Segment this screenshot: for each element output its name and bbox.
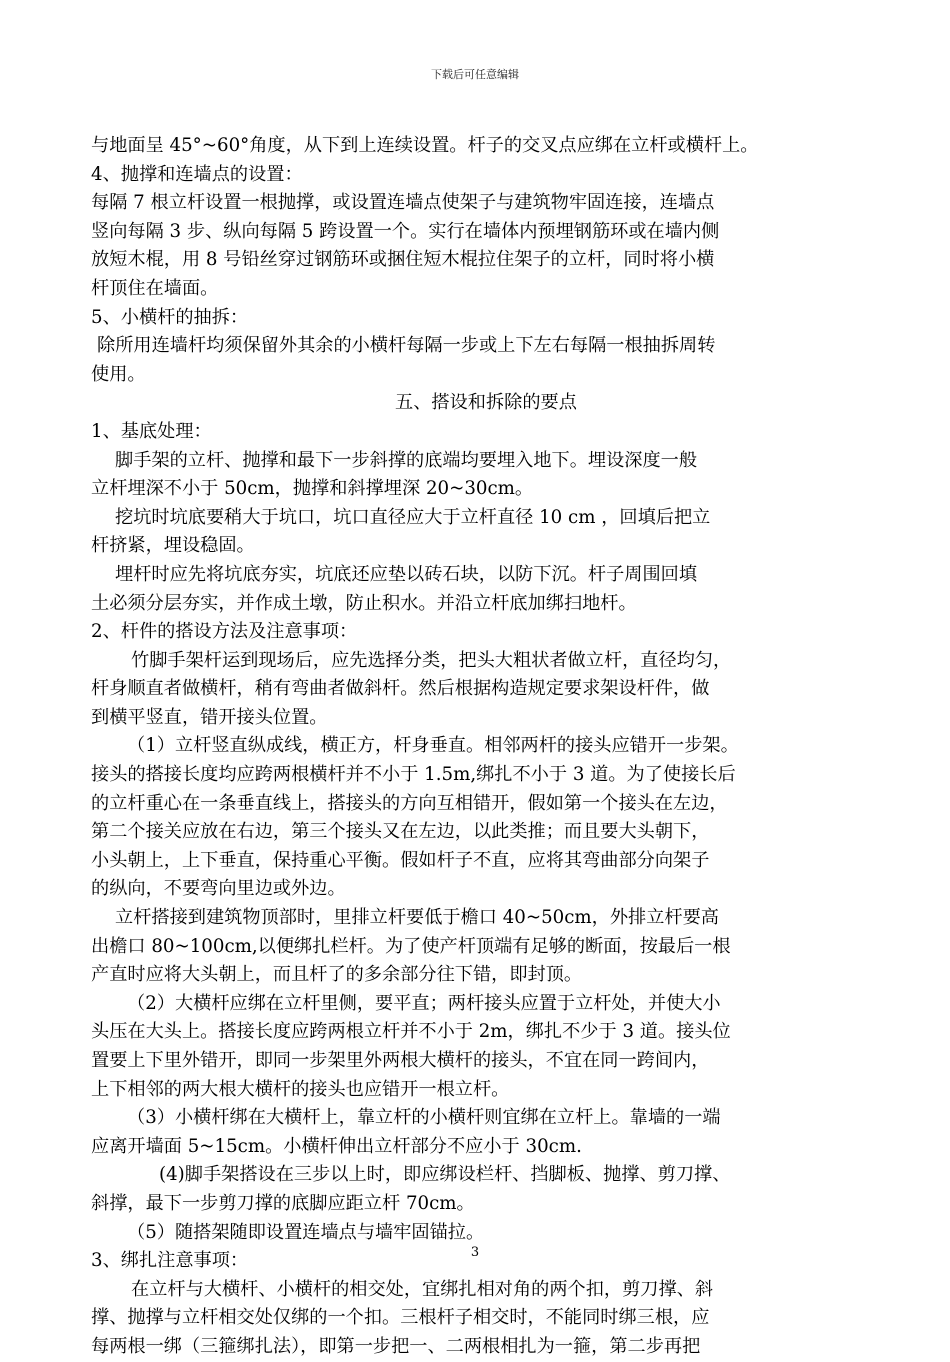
text-line: 立杆搭接到建筑物顶部时，里排立杆要低于檐口 40~50cm，外排立杆要高 xyxy=(115,907,719,929)
text-line: 在立杆与大横杆、小横杆的相交处，宜绑扎相对角的两个扣，剪刀撑、斜 xyxy=(131,1278,714,1300)
text-line: （3）小横杆绑在大横杆上，靠立杆的小横杆则宜绑在立杆上。靠墙的一端 xyxy=(127,1107,721,1129)
text-line: 立杆埋深不小于 50cm，抛撑和斜撑埋深 20~30cm。 xyxy=(91,478,534,500)
text-line: 撑、抛撑与立杆相交处仅绑的一个扣。三根杆子相交时，不能同时绑三根，应 xyxy=(91,1307,710,1329)
text-line: 放短木棍，用 8 号铅丝穿过钢筋环或捆住短木棍拉住架子的立杆，同时将小横 xyxy=(91,249,715,271)
text-line: 杆身顺直者做横杆，稍有弯曲者做斜杆。然后根据构造规定要求架设杆件，做 xyxy=(91,678,710,700)
text-line: 产直时应将大头朝上，而且杆了的多余部分往下错，即封顶。 xyxy=(91,964,583,986)
text-line: 应离开墙面 5~15cm。小横杆伸出立杆部分不应小于 30cm. xyxy=(91,1135,582,1157)
text-line: 1、基底处理： xyxy=(91,420,212,442)
text-line: 接头的搭接长度均应跨两根横杆并不小于 1.5m,绑扎不小于 3 道。为了使接长后 xyxy=(91,764,736,786)
text-line: 每隔 7 根立杆设置一根抛撑，或设置连墙点使架子与建筑物牢固连接，连墙点 xyxy=(91,192,715,214)
text-line: 除所用连墙杆均须保留外其余的小横杆每隔一步或上下左右每隔一根抽拆周转 xyxy=(97,335,716,357)
section-heading: 五、搭设和拆除的要点 xyxy=(395,392,577,414)
text-line: 每两根一绑（三箍绑扎法），即第一步把一、二两根相扎为一箍，第二步再把 xyxy=(91,1335,701,1357)
text-line: 与地面呈 45°~60°角度，从下到上连续设置。杆子的交叉点应绑在立杆或横杆上。 xyxy=(91,135,759,156)
text-line: 土必须分层夯实，并作成土墩，防止积水。并沿立杆底加绑扫地杆。 xyxy=(91,592,637,614)
text-line: 的纵向，不要弯向里边或外边。 xyxy=(91,878,346,900)
text-line: 斜撑，最下一步剪刀撑的底脚应距立杆 70cm。 xyxy=(91,1192,475,1214)
text-line: 第二个接关应放在右边，第三个接头又在左边，以此类推；而且要大头朝下， xyxy=(91,821,710,843)
text-line: 杆挤紧，埋设稳固。 xyxy=(91,535,255,557)
text-line: 的立杆重心在一条垂直线上，搭接头的方向互相错开，假如第一个接头在左边， xyxy=(91,792,728,814)
text-line: 到横平竖直，错开接头位置。 xyxy=(91,706,328,728)
text-line: 埋杆时应先将坑底夯实，坑底还应垫以砖石块，以防下沉。杆子周围回填 xyxy=(115,563,698,585)
text-line: （5）随搭架随即设置连墙点与墙牢固锚拉。 xyxy=(127,1221,485,1243)
text-line: 杆顶住在墙面。 xyxy=(91,277,219,299)
text-line: 5、小横杆的抽拆： xyxy=(91,306,249,328)
text-line: 4、抛撑和连墙点的设置： xyxy=(91,163,303,185)
document-body xyxy=(91,132,881,1362)
text-line: （2）大横杆应绑在立杆里侧，要平直；两杆接头应置于立杆处，并使大小 xyxy=(127,992,721,1014)
text-line: 竖向每隔 3 步、纵向每隔 5 跨设置一个。实行在墙体内预埋钢筋环或在墙内侧 xyxy=(91,220,720,242)
text-line: 出檐口 80~100cm,以便绑扎栏杆。为了使产杆顶端有足够的断面，按最后一根 xyxy=(91,935,731,957)
text-line: （1）立杆竖直纵成线，横正方，杆身垂直。相邻两杆的接头应错开一步架。 xyxy=(127,735,739,757)
text-line: (4)脚手架搭设在三步以上时，即应绑设栏杆、挡脚板、抛撑、剪刀撑、 xyxy=(159,1164,731,1186)
text-line: 上下相邻的两大根大横杆的接头也应错开一根立杆。 xyxy=(91,1078,510,1100)
page-number: 3 xyxy=(470,1245,480,1260)
text-line: 置要上下里外错开，即同一步架里外两根大横杆的接头，不宜在同一跨间内， xyxy=(91,1050,710,1071)
text-line: 2、杆件的搭设方法及注意事项： xyxy=(91,621,358,643)
text-line: 脚手架的立杆、抛撑和最下一步斜撑的底端均要埋入地下。埋设深度一般 xyxy=(115,449,698,471)
page-header: 下载后可任意编辑 xyxy=(431,68,519,81)
text-line: 挖坑时坑底要稍大于坑口，坑口直径应大于立杆直径 10 cm ，回填后把立 xyxy=(115,506,711,528)
text-line: 3、绑扎注意事项： xyxy=(91,1250,249,1272)
text-line: 竹脚手架杆运到现场后，应先选择分类，把头大粗状者做立杆，直径均匀， xyxy=(131,649,732,671)
text-line: 使用。 xyxy=(91,363,146,385)
text-line: 小头朝上，上下垂直，保持重心平衡。假如杆子不直，应将其弯曲部分向架子 xyxy=(91,849,710,871)
text-line: 头压在大头上。搭接长度应跨两根立杆并不小于 2m，绑扎不少于 3 道。接头位 xyxy=(91,1021,731,1043)
